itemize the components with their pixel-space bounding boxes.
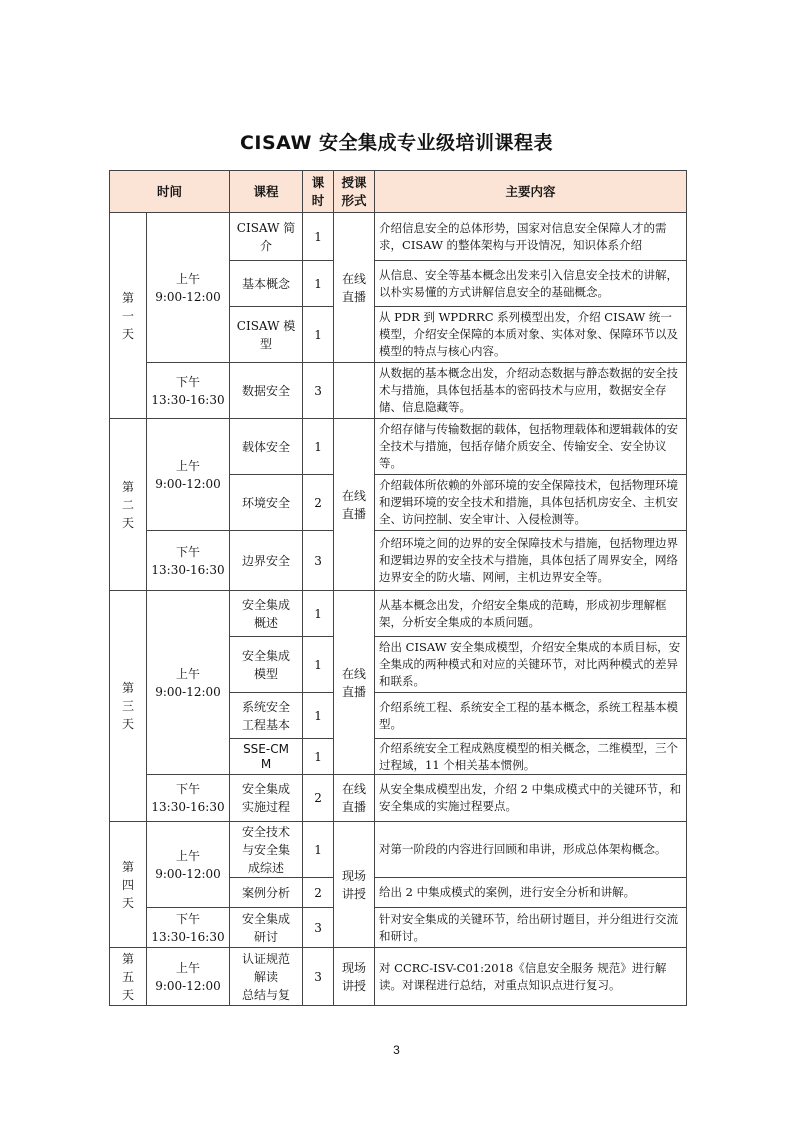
- form-cell: 现场 讲授: [334, 822, 375, 948]
- table-row: [110, 531, 687, 591]
- form-cell: 在线 直播: [334, 775, 375, 822]
- table-row: [110, 419, 687, 475]
- hours-cell: 3: [303, 531, 334, 591]
- table-row: [110, 822, 687, 878]
- course-cell: 安全技术 与安全集 成综述: [230, 822, 303, 878]
- course-cell: 边界安全: [230, 531, 303, 591]
- form-cell: 在线 直播: [334, 591, 375, 775]
- content-cell: 给出 CISAW 安全集成模型，介绍安全集成的本质目标，安全集成的两种模式和对应的关键环节，对比两种模式的差异和联系。: [375, 637, 687, 693]
- header-form: 授课 形式: [334, 171, 375, 213]
- page-number: 3: [393, 1043, 400, 1057]
- time-slot-cell: 上午 9:00-12:00: [147, 948, 230, 1006]
- form-cell: [334, 363, 375, 419]
- hours-cell: 3: [303, 948, 334, 1006]
- table-row: [110, 908, 687, 948]
- course-cell: 安全集成 研讨: [230, 908, 303, 948]
- time-slot-cell: 下午 13:30-16:30: [147, 908, 230, 948]
- hours-cell: 2: [303, 775, 334, 822]
- time-slot-cell: 上午 9:00-12:00: [147, 419, 230, 531]
- time-slot-cell: 上午 9:00-12:00: [147, 822, 230, 908]
- course-cell: 安全集成 概述: [230, 591, 303, 637]
- hours-cell: 1: [303, 213, 334, 261]
- content-cell: 从基本概念出发，介绍安全集成的范畴，形成初步理解框架，分析安全集成的本质问题。: [375, 591, 687, 637]
- day-1-cell: 第 一 天: [110, 213, 147, 419]
- course-cell: 安全集成 模型: [230, 637, 303, 693]
- course-cell: 认证规范 解读 总结与复: [230, 948, 303, 1006]
- course-cell: 基本概念: [230, 261, 303, 307]
- table-row: [110, 948, 687, 1006]
- form-cell: 在线 直播: [334, 419, 375, 591]
- content-cell: 从 PDR 到 WPDRRC 系列模型出发，介绍 CISAW 统一模型，介绍安全保障的本质对象、实体对象、保障环节以及模型的特点与核心内容。: [375, 307, 687, 363]
- content-cell: 介绍信息安全的总体形势，国家对信息安全保障人才的需求，CISAW 的整体架构与开设情况，知识体系介绍: [375, 213, 687, 261]
- hours-cell: 3: [303, 908, 334, 948]
- table-row: [110, 775, 687, 822]
- content-cell: 给出 2 中集成模式的案例，进行安全分析和讲解。: [375, 878, 687, 908]
- header-course: 课程: [230, 171, 303, 213]
- course-cell: 系统安全 工程基本: [230, 693, 303, 739]
- content-cell: 从安全集成模型出发，介绍 2 中集成模式中的关键环节，和安全集成的实施过程要点。: [375, 775, 687, 822]
- content-cell: 针对安全集成的关键环节，给出研讨题目，并分组进行交流和研讨。: [375, 908, 687, 948]
- day-5-cell: 第 五 天: [110, 948, 147, 1006]
- page-title: CISAW 安全集成专业级培训课程表: [239, 132, 554, 154]
- course-cell: 环境安全: [230, 475, 303, 531]
- content-cell: 从数据的基本概念出发，介绍动态数据与静态数据的安全技术与措施，具体包括基本的密码技术与应用，数据安全存储、信息隐藏等。: [375, 363, 687, 419]
- course-cell: 载体安全: [230, 419, 303, 475]
- hours-cell: 3: [303, 363, 334, 419]
- course-cell: SSE-CM M: [230, 739, 303, 775]
- hours-cell: 1: [303, 419, 334, 475]
- table-header-row: [110, 171, 687, 213]
- day-3-cell: 第 三 天: [110, 591, 147, 822]
- course-cell: CISAW 模 型: [230, 307, 303, 363]
- course-cell: 案例分析: [230, 878, 303, 908]
- content-cell: 介绍存储与传输数据的载体，包括物理载体和逻辑载体的安全技术与措施，包括存储介质安全、传输安全、安全协议等。: [375, 419, 687, 475]
- hours-cell: 1: [303, 739, 334, 775]
- day-4-cell: 第 四 天: [110, 822, 147, 948]
- hours-cell: 1: [303, 822, 334, 878]
- hours-cell: 1: [303, 307, 334, 363]
- hours-cell: 2: [303, 878, 334, 908]
- time-slot-cell: 下午 13:30-16:30: [147, 775, 230, 822]
- form-cell: 在线 直播: [334, 213, 375, 363]
- hours-cell: 1: [303, 637, 334, 693]
- header-hours: 课 时: [303, 171, 334, 213]
- content-cell: 介绍环境之间的边界的安全保障技术与措施，包括物理边界和逻辑边界的安全技术与措施，具体包括了周界安全，网络边界安全的防火墙、网闸，主机边界安全等。: [375, 531, 687, 591]
- table-row: [110, 213, 687, 261]
- form-cell: 现场 讲授: [334, 948, 375, 1006]
- time-slot-cell: 上午 9:00-12:00: [147, 591, 230, 775]
- time-slot-cell: 上午 9:00-12:00: [147, 213, 230, 363]
- content-cell: 介绍系统安全工程成熟度模型的相关概念，二维模型，三个过程域，11 个相关基本惯例。: [375, 739, 687, 775]
- course-cell: 数据安全: [230, 363, 303, 419]
- hours-cell: 1: [303, 261, 334, 307]
- header-content: 主要内容: [375, 171, 687, 213]
- hours-cell: 2: [303, 475, 334, 531]
- course-schedule-table: [109, 170, 687, 1006]
- content-cell: 对第一阶段的内容进行回顾和串讲，形成总体架构概念。: [375, 822, 687, 878]
- day-2-cell: 第 二 天: [110, 419, 147, 591]
- time-slot-cell: 下午 13:30-16:30: [147, 363, 230, 419]
- hours-cell: 1: [303, 693, 334, 739]
- header-time: 时间: [110, 171, 230, 213]
- content-cell: 从信息、安全等基本概念出发来引入信息安全技术的讲解，以朴实易懂的方式讲解信息安全的基础概念。: [375, 261, 687, 307]
- course-cell: 安全集成 实施过程: [230, 775, 303, 822]
- content-cell: 介绍系统工程、系统安全工程的基本概念，系统工程基本模型。: [375, 693, 687, 739]
- course-cell: CISAW 简 介: [230, 213, 303, 261]
- content-cell: 对 CCRC-ISV-C01:2018《信息安全服务 规范》进行解读。对课程进行总结，对重点知识点进行复习。: [375, 948, 687, 1006]
- content-cell: 介绍载体所依赖的外部环境的安全保障技术，包括物理环境和逻辑环境的安全技术和措施，具体包括机房安全、主机安全、访问控制、安全审计、入侵检测等。: [375, 475, 687, 531]
- hours-cell: 1: [303, 591, 334, 637]
- table-row: [110, 363, 687, 419]
- table-row: [110, 591, 687, 637]
- time-slot-cell: 下午 13:30-16:30: [147, 531, 230, 591]
